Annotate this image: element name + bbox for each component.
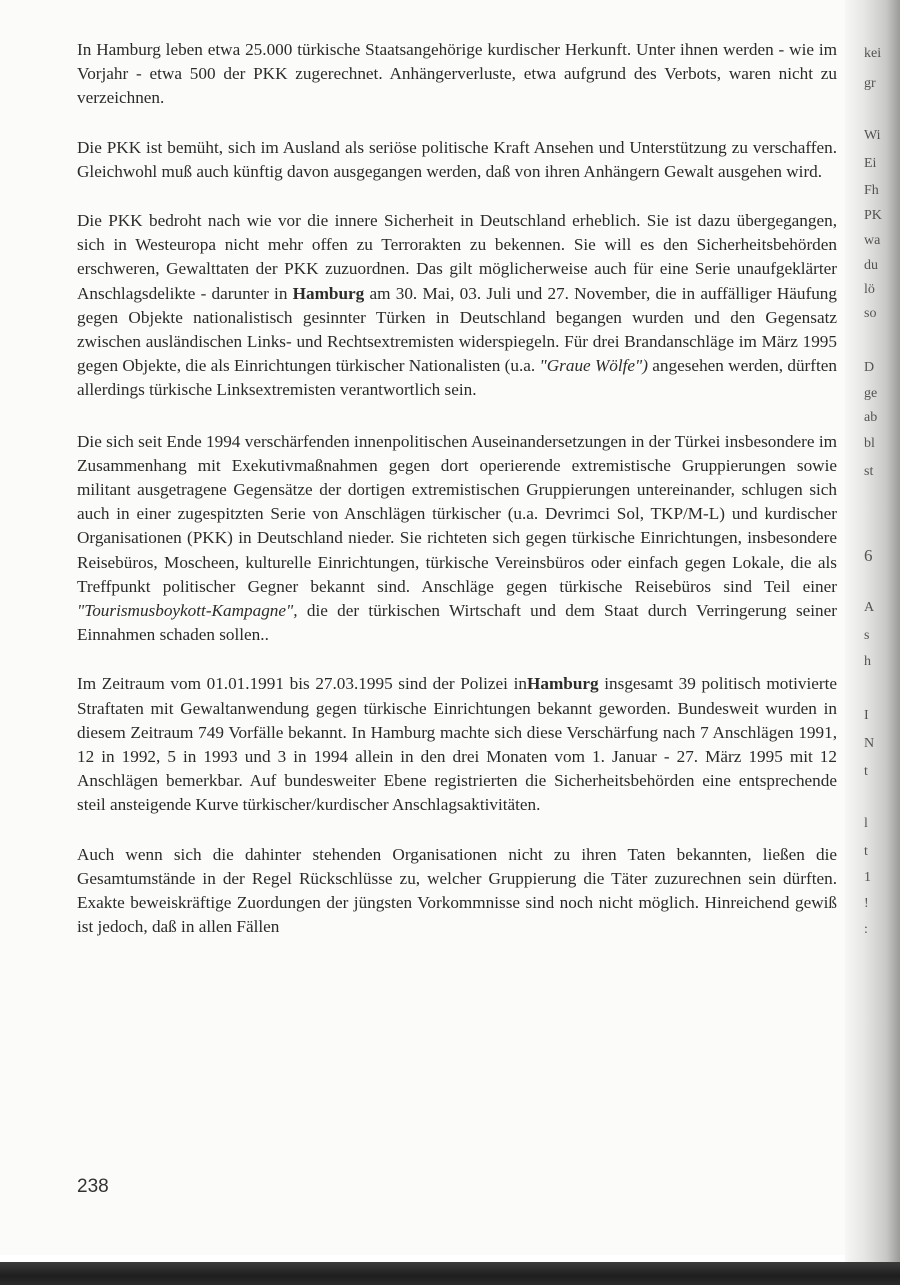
fragment: gr bbox=[864, 76, 876, 91]
fragment: s bbox=[864, 628, 870, 643]
fragment: Ei bbox=[864, 156, 877, 171]
emphasis-hamburg: Hamburg bbox=[292, 283, 365, 303]
quote-graue-woelfe: "Graue Wölfe") bbox=[539, 356, 648, 376]
fragment: kei bbox=[864, 46, 882, 61]
fragment: Fh bbox=[864, 183, 879, 198]
fragment: PK bbox=[864, 208, 882, 223]
fragment: 6 bbox=[864, 546, 873, 565]
quote-tourismusboykott: "Tourismusboykott-Kampagne", bbox=[77, 601, 298, 621]
paragraph-4: Die sich seit Ende 1994 verschärfenden innenpolitischen Auseinandersetzungen in der Türkei insbesondere im Zusammenhang mit Exekutivmaßnahmen gegen dort operierende extremistische Gruppierungen sowie militant ausgetragene Gegensätze der dortigen extremistischen Gruppierungen untereinander, schlugen sich auch in einer zugespitzten Serie von Anschlägen türkischer (u.a. Devrimci Sol, TKP/M-L) und kurdischer Organisationen (PKK) in Deutschland nieder. Sie richteten sich gegen türkische Einrichtungen, insbesondere Reisebüros, Moscheen, kulturelle Einrichtungen, türkische Vereinsbüros oder einfach gegen Lokale, die als Treffpunkt politischer Gegner bekannt sind. Anschläge gegen türkische Reisebüros sind Teil einer "Tourismusboykott-Kampagne", die der türkischen Wirtschaft und dem Staat durch Verringerung seiner Einnahmen schaden sollen.. bbox=[77, 431, 837, 645]
page-number: 238 bbox=[77, 1176, 109, 1197]
fragment: D bbox=[864, 360, 875, 375]
fragment: A bbox=[864, 600, 875, 615]
fragment: t bbox=[864, 844, 868, 859]
fragment: I bbox=[864, 708, 869, 723]
fragment: ab bbox=[864, 410, 878, 425]
scan-edge bbox=[0, 1262, 900, 1285]
fragment: bl bbox=[864, 436, 875, 451]
fragment: N bbox=[864, 736, 875, 751]
fragment: h bbox=[864, 654, 871, 669]
paragraph-3: Die PKK bedroht nach wie vor die innere Sicherheit in Deutschland erheblich. Sie ist dazu übergegangen, sich in Westeuropa nicht mehr offen zu Terrorakten zu bekennen. Sie will es den Sicherheitsbehörden erschweren, Gewalttaten der PKK zuzuordnen. Das gilt möglicherweise auch für eine Serie unaufgeklärter Anschlagsdelikte - darunter in Hamburg am 30. Mai, 03. Juli und 27. November, die in auffälliger Häufung gegen Objekte nationalistisch gesinnter Türken in Deutschland begangen wurden und den Gegensatz zwischen ausländischen Links- und Rechtsextremisten widerspiegeln. Für drei Brandanschläge im März 1995 gegen Objekte, die als Einrichtungen türkischer Nationalisten (u.a. "Graue Wölfe") angesehen werden, dürften allerdings türkische Linksextremisten verantwortlich sein. bbox=[77, 211, 837, 400]
body-text bbox=[77, 38, 837, 965]
fragment: ge bbox=[864, 386, 878, 401]
fragment: : bbox=[864, 922, 868, 937]
fragment: so bbox=[864, 306, 877, 321]
fragment: ! bbox=[864, 896, 869, 911]
fragment: 1 bbox=[864, 870, 871, 885]
fragment: Wi bbox=[864, 128, 881, 143]
paragraph-5: Im Zeitraum vom 01.01.1991 bis 27.03.1995 sind der Polizei inHamburg insgesamt 39 politisch motivierte Straftaten mit Gewaltanwendung gegen türkische Einrichtungen bekannt geworden. Bundesweit wurden in diesem Zeitraum 749 Vorfälle bekannt. In Hamburg machte sich diese Verschärfung nach 7 Anschlägen 1991, 12 in 1992, 5 in 1993 und 3 in 1994 allein in den drei Monaten vom 1. Januar - 27. März 1995 mit 12 Anschlägen bemerkbar. Auf bundesweiter Ebene registrierten die Sicherheitsbehörden eine entsprechende steil ansteigende Kurve türkischer/kurdischer Anschlagsaktivitäten. bbox=[77, 674, 837, 815]
fragment: wa bbox=[864, 233, 881, 248]
fragment: st bbox=[864, 464, 874, 479]
fragment: du bbox=[864, 258, 878, 273]
paragraph-6: Auch wenn sich die dahinter stehenden Organisationen nicht zu ihren Taten bekannten, ließen die Gesamtumstände in der Regel Rückschlüsse zu, welcher Gruppierung die Täter zuzurechnen sein dürften. Exakte beweiskräftige Zuordungen der jüngsten Vorkommnisse sind noch nicht möglich. Hinreichend gewiß ist jedoch, daß in allen Fällen bbox=[77, 844, 837, 937]
paragraph-1: In Hamburg leben etwa 25.000 türkische Staatsangehörige kurdischer Herkunft. Unter ihnen werden - wie im Vorjahr - etwa 500 der PKK zugerechnet. Anhängerverluste, etwa aufgrund des Verbots, waren nicht zu verzeichnen. bbox=[77, 40, 837, 108]
fragment: t bbox=[864, 764, 868, 779]
fragment: lö bbox=[864, 282, 875, 297]
paragraph-2: Die PKK ist bemüht, sich im Ausland als seriöse politische Kraft Ansehen und Unterstützung zu verschaffen. Gleichwohl muß auch künftig davon ausgegangen werden, daß von ihren Anhängern Gewalt ausgehen wird. bbox=[77, 137, 837, 181]
emphasis-hamburg-2: Hamburg bbox=[526, 674, 599, 694]
fragment: l bbox=[864, 816, 868, 831]
